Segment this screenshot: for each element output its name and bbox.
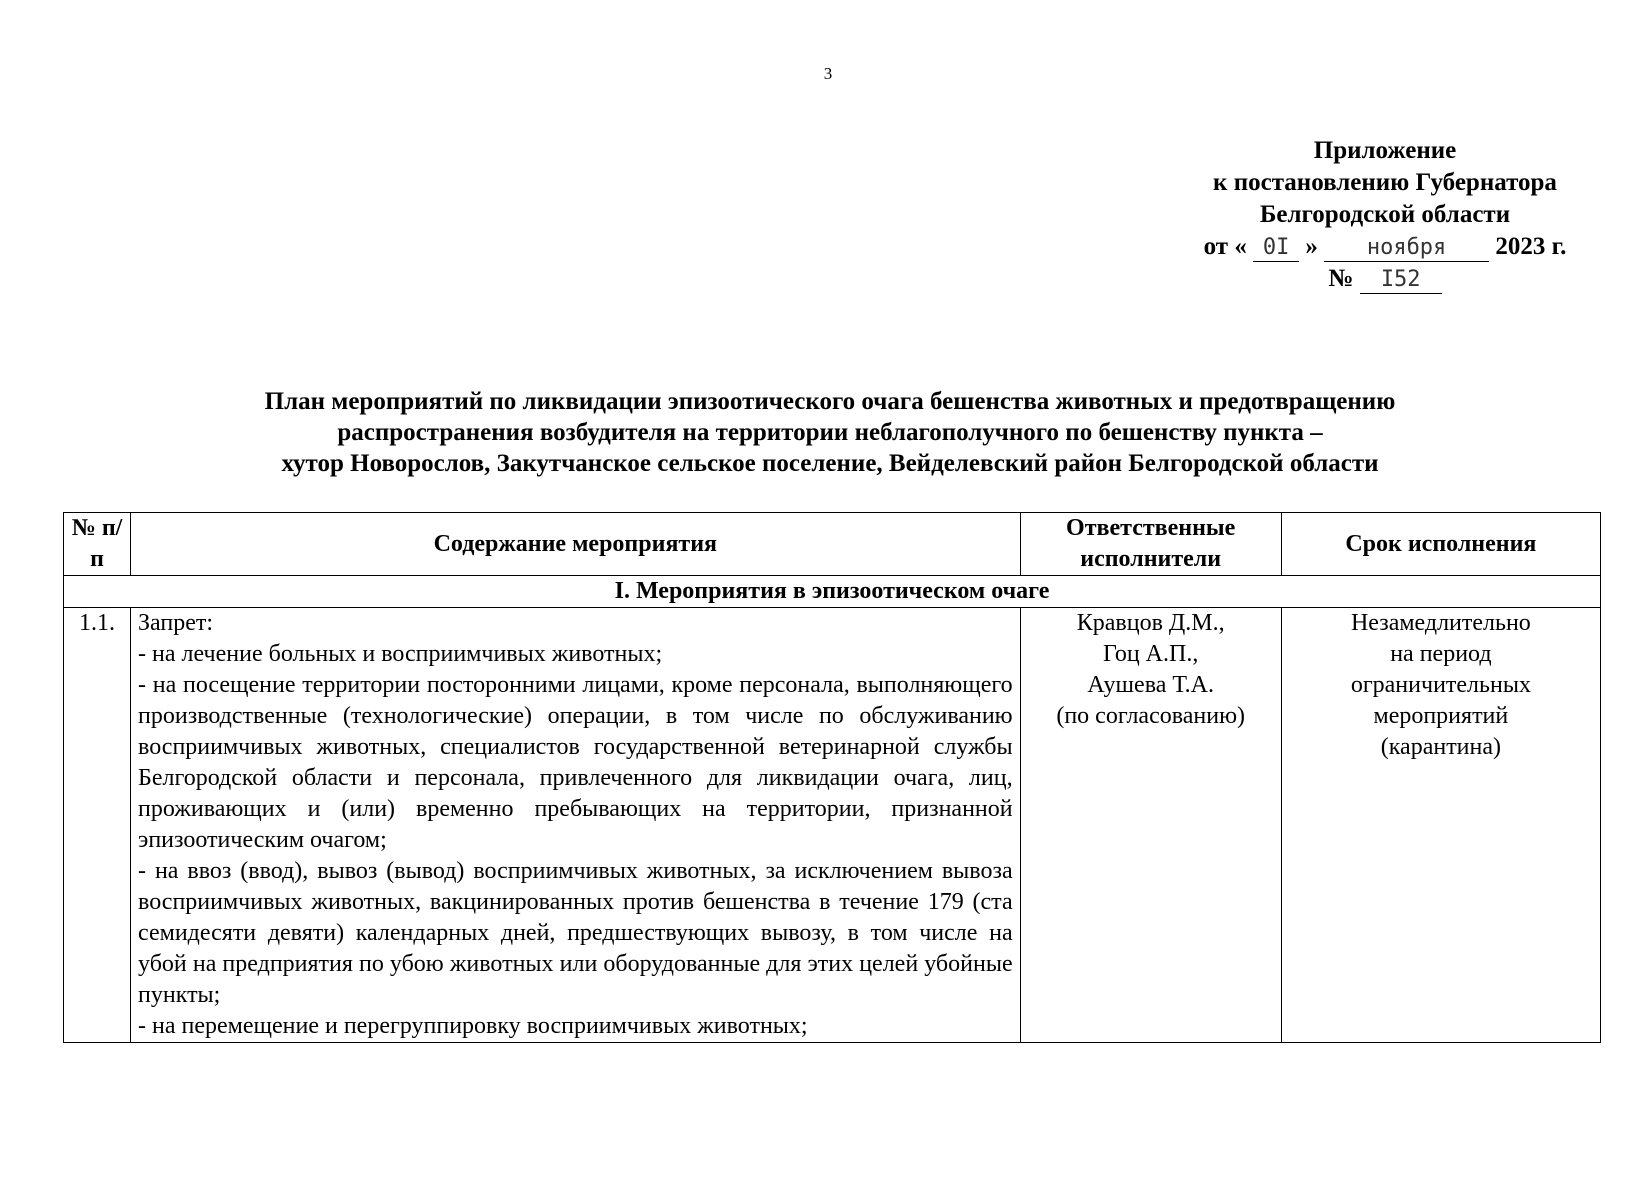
responsible-line: Гоц А.П., bbox=[1103, 641, 1199, 667]
section-row bbox=[64, 576, 1601, 608]
header-term: Срок исполнения bbox=[1281, 513, 1600, 576]
appendix-line2: к постановлению Губернатора bbox=[1213, 169, 1557, 196]
responsible-line: Кравцов Д.М., bbox=[1076, 610, 1225, 636]
title-line-2: распространения возбудителя на территории неблагополучного по бешенству пункта – bbox=[337, 419, 1323, 446]
date-year: 2023 г. bbox=[1495, 233, 1567, 260]
responsible-line: Аушева Т.А. bbox=[1087, 672, 1214, 698]
date-prefix: от « bbox=[1203, 233, 1247, 260]
row-content bbox=[131, 608, 1021, 1043]
content-para: Запрет: bbox=[138, 610, 214, 636]
number-value: I52 bbox=[1360, 267, 1442, 294]
appendix-block bbox=[1170, 135, 1600, 295]
content-para: - на перемещение и перегруппировку восприимчивых животных; bbox=[138, 1013, 808, 1039]
header-num: № п/п bbox=[64, 513, 131, 576]
content-para: - на ввоз (ввод), вывоз (вывод) восприимчивых животных, за исключением вывоза восприимчивых животных, вакцинированных против бешенства в течение 179 (ста семидесяти девяти) календарных дней, предшествующих вывозу, в том числе на убой на предприятия по убою животных или оборудованные для этих целей убойные пункты; bbox=[138, 858, 1013, 1008]
row-responsible bbox=[1020, 608, 1281, 1043]
content-para: - на лечение больных и восприимчивых животных; bbox=[138, 641, 663, 667]
header-responsible: Ответственные исполнители bbox=[1020, 513, 1281, 576]
table-row bbox=[64, 608, 1601, 1043]
row-term bbox=[1281, 608, 1600, 1043]
appendix-number bbox=[1170, 263, 1600, 295]
appendix-line3: Белгородской области bbox=[1259, 201, 1511, 228]
date-month: ноября bbox=[1324, 235, 1489, 262]
section-title: I. Мероприятия в эпизоотическом очаге bbox=[64, 576, 1601, 608]
header-content: Содержание мероприятия bbox=[131, 513, 1021, 576]
term-line: мероприятий bbox=[1373, 703, 1509, 729]
document-title bbox=[150, 386, 1510, 479]
title-line-3: хутор Новорослов, Закутчанское сельское поселение, Вейделевский район Белгородской области bbox=[281, 450, 1379, 477]
responsible-line: (по согласованию) bbox=[1056, 703, 1246, 729]
appendix-title: Приложение bbox=[1313, 137, 1457, 164]
content-para: - на посещение территории посторонними лицами, кроме персонала, выполняющего производственные (технологические) операции, в том числе по обслуживанию восприимчивых животных, специалистов государственной ветеринарной службы Белгородской области и персонала, привлеченного для ликвидации очага, лиц, проживающих и (или) временно пребывающих на территории, признанной эпизоотическим очагом; bbox=[138, 672, 1013, 853]
term-line: Незамедлительно bbox=[1350, 610, 1531, 636]
number-label: № bbox=[1328, 265, 1354, 292]
plan-table bbox=[63, 512, 1601, 1043]
date-day: 0I bbox=[1253, 235, 1299, 262]
title-line-1: План мероприятий по ликвидации эпизоотического очага бешенства животных и предотвращению bbox=[264, 388, 1396, 415]
appendix-date bbox=[1170, 231, 1600, 263]
page-number: 3 bbox=[823, 64, 833, 83]
term-line: ограничительных bbox=[1350, 672, 1531, 698]
date-mid: » bbox=[1305, 233, 1318, 260]
row-num: 1.1. bbox=[64, 608, 131, 1043]
term-line: на период bbox=[1390, 641, 1492, 667]
term-line: (карантина) bbox=[1380, 734, 1502, 760]
table-header-row bbox=[64, 513, 1601, 576]
